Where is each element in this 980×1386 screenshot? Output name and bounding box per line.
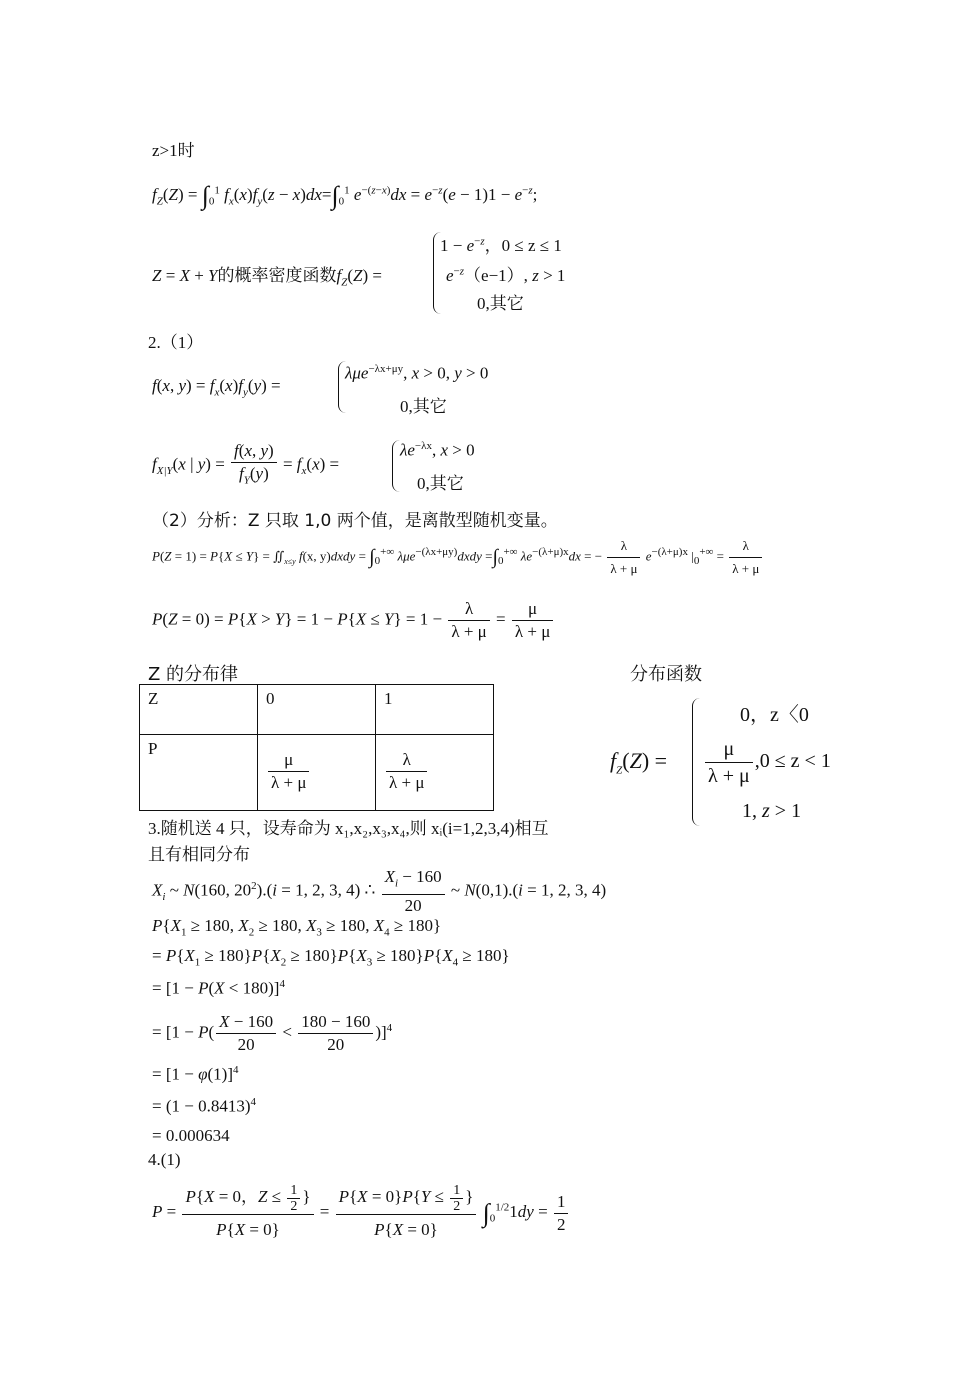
table-cell-p1: $\frac{\lambda}{\lambda + \mu}$ (376, 735, 494, 811)
conditional-density-lhs: $f_{X|Y}(x$ | y) = $\frac{f(x, y)}{f_Y(y)}$ = $f_x(x)$ = (152, 441, 340, 487)
q3-intro-line1: 3.随机送 4 只，设寿命为 x₁,x₂,x₃,x₄,则 xᵢ(i=1,2,3,4)相互 (148, 819, 549, 838)
q3-step-product: = $P\{X_1 \ge 180\}P\{X_2 \ge 180\}P\{X_3 \ge 180\}P\{X_4 \ge 180\}$ (152, 946, 510, 969)
joint-density-case2: 0,其它 (400, 397, 447, 416)
distribution-law-label: Z 的分布律 (148, 664, 239, 685)
q3-step-numeric: = $(1 - 0.8413)^4$ (152, 1096, 256, 1116)
table-header-1: 1 (376, 685, 494, 735)
q4-probability-formula: P = P{X = 0，Z ≤ $\frac{1}{2}$ } P{X = 0} = P{X = 0}P{Y ≤ $\frac{1}{2}$ } P{X = 0} $\int_0^{1/2}1dy$ = $\frac{1}{2}$ (152, 1182, 570, 1245)
table-header-0: 0 (258, 685, 376, 735)
cdf-case1: 0，z〈0 (740, 704, 809, 726)
z-gt-1-heading: z>1时 (152, 141, 195, 160)
q3-step-joint: $P\{X_1 \ge 180$, $X_2 \ge 180$, $X_3 \ge 180$, $X_4 \ge 180$} (152, 916, 442, 939)
conditional-density-case1: $\lambda e^{-\lambda x}$, x > 0 (400, 440, 475, 460)
distribution-table (139, 684, 494, 811)
q3-step-phi: = $[1 - \varphi(1)]^4$ (152, 1064, 239, 1084)
joint-density-lhs: f(x, $y) = f_x(x)f_y(y)$ = (152, 376, 281, 399)
table-row-label-p: P (140, 735, 258, 811)
fz-integral-formula: $f_Z(Z) = \int_0^1$ $f_x(x)f_y(z - x)dx=\int_0^1$ $e^{-(z-x)}dx = e^{-z}(e - 1)1 - e^{-z}$; (152, 181, 538, 210)
q3-step-complement: = [1 − P(X < 180)]$^4$ (152, 978, 285, 998)
q4-heading: 4.(1) (148, 1150, 181, 1169)
conditional-density-case2: 0,其它 (417, 474, 464, 493)
joint-density-case1: λμe$^{-\lambda x+\mu y}$, x > 0, y > 0 (345, 363, 489, 383)
table-row (140, 735, 494, 811)
q3-intro-line2: 且有相同分布 (148, 845, 250, 864)
analysis-text: （2）分析：Z 只取 1,0 两个值，是离散型随机变量。 (152, 511, 558, 531)
cdf-lhs: $f_Z(Z)$ = (610, 748, 668, 777)
cdf-case2: $\frac{\mu}{\lambda + \mu}$ ,0 ≤ z < 1 (703, 736, 831, 789)
table-row (140, 685, 494, 735)
z-density-lhs: Z = X + Y的概率密度函数$f_Z(Z)$ = (152, 266, 383, 289)
q3-step-standardize: = [1 − P( $\frac{X - 160}{20}$ < $\frac{180 - 160}{20}$ )]$^4$ (152, 1012, 393, 1054)
z-density-case1: $1 - e^{-z}$，0 ≤ z ≤ 1 (440, 235, 562, 255)
p-z-equals-0-formula: P(Z = 0) = P{X > Y} = 1 − P{X ≤ Y} = 1 − $\frac{\lambda}{\lambda + \mu}$ = $\frac{\mu}{\lambda + \mu}$ (152, 598, 555, 643)
table-cell-p0: $\frac{\mu}{\lambda + \mu}$ (258, 735, 376, 811)
q3-step-result: = 0.000634 (152, 1126, 230, 1145)
cdf-case3: 1, z > 1 (742, 800, 802, 822)
q3-step-normal: $X_i$ ~ N(160, $20^2).(i = 1$, 2, 3, 4) ∴ $\frac{X_i - 160}{20}$ ~ N(0,1).(i = 1, 2, 3, 4) (152, 867, 607, 916)
q2-heading: 2.（1） (148, 333, 204, 352)
z-density-case3: 0,其它 (477, 294, 524, 313)
p-z-equals-1-formula: $P(Z = 1) = P\{X \le Y\} = ∬_{x\le y}$ f(x, y)dxdy = $\int_0^{+\infty}$ λμe$^{-(\lambda x+\mu y)}$dxdy $=\int_0^{+\infty}$ $\lambda e^{-(\lambda+\mu)x}dx$ = − $\frac{\lambda}{\lambda + \mu}$ $e^{-(\lambda+\mu)x}$ $|_0^{+\infty}$ = $\frac{\lambda}{\lambda + \mu}$ (152, 535, 764, 580)
z-density-case2: $e^{-z}(e-1)$, z > 1 (446, 265, 566, 285)
table-header-z: Z (140, 685, 258, 735)
distribution-function-label: 分布函数 (630, 664, 702, 685)
cdf-brace (692, 698, 703, 826)
